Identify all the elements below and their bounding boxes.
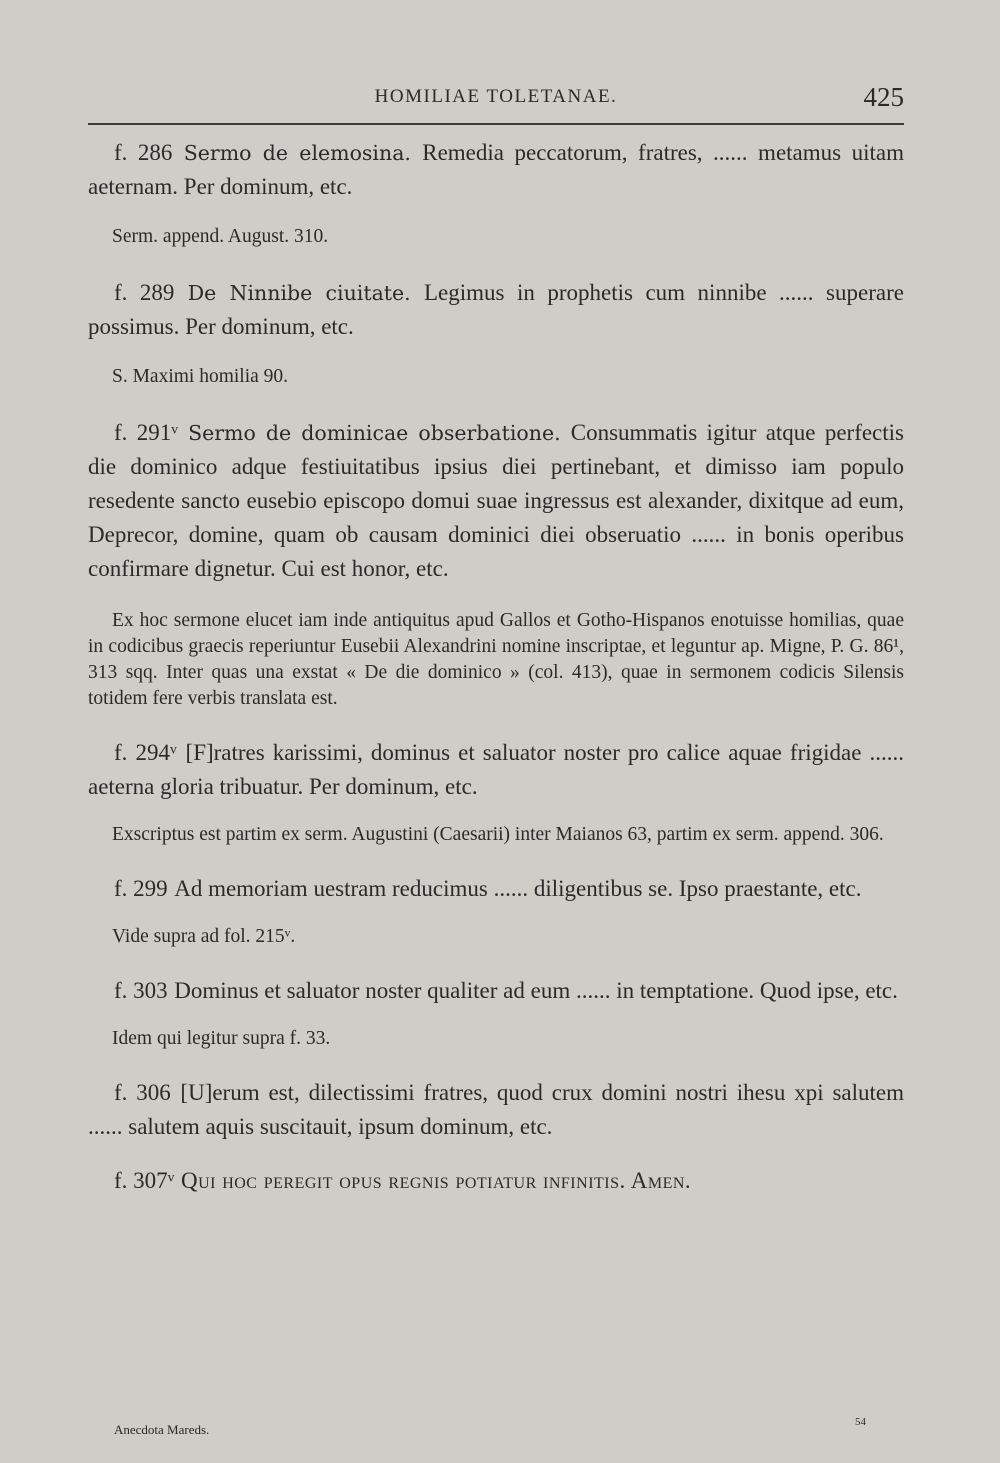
- entry-f306: [88, 1076, 904, 1144]
- entry-f291v: [88, 416, 904, 586]
- folio-number: f. 294ᵛ: [114, 740, 177, 765]
- colophon-text: Qui hoc peregit opus regnis potiatur infinitis. Amen.: [180, 1168, 692, 1193]
- entry-note: Ex hoc sermone elucet iam inde antiquitus apud Gallos et Gotho-Hispanos enotuisse homilias, quae in codicibus graecis reperiuntur Eusebii Alexandrini nomine inscriptae, et leguntur ap. Migne, P. G. 86¹, 313 sqq. Inter quas una exstat « De die dominico » (col. 413), quae in sermonem codicis Silensis totidem fere verbis translata est.: [88, 610, 904, 709]
- folio-number: f. 303: [114, 978, 168, 1003]
- entry-text: Legimus in prophetis cum ninnibe ...... superare possimus. Per dominum, etc.: [88, 280, 904, 339]
- entry-text: Ad memoriam uestram reducimus ...... diligentibus se. Ipso praestante, etc.: [174, 876, 862, 901]
- entry-f303: [88, 974, 904, 1008]
- folio-number: f. 299: [114, 876, 168, 901]
- entry-note: S. Maximi homilia 90.: [112, 366, 289, 387]
- page-number: 425: [863, 82, 904, 112]
- entry-title: Sermo de elemosina.: [183, 141, 411, 165]
- folio-number: f. 289: [114, 280, 175, 305]
- folio-number: f. 286: [114, 140, 173, 165]
- folio-number: f. 291ᵛ: [114, 420, 178, 445]
- entry-text: [U]erum est, dilectissimi fratres, quod crux domini nostri ihesu xpi salutem ...... salutem aquis suscitauit, ipsum dominum, etc.: [88, 1080, 904, 1139]
- folio-number: f. 307ᵛ: [114, 1168, 175, 1193]
- entry-title: Sermo de dominicae obserbatione.: [188, 421, 561, 445]
- entry-f307v: [88, 1164, 904, 1198]
- entry-text: Consummatis igitur atque perfectis die dominico adque festiuitatibus ipsius diei pertinebant, et dimisso iam populo resedente sancto eusebio episcopo domui suae ingressus est alexander, dixitque ad eum, Deprecor, domine, quam ob causam dominici diei obseruatio ...... in bonis operibus confirmare dignetur. Cui est honor, etc.: [88, 420, 904, 581]
- entry-note: Idem qui legitur supra f. 33.: [112, 1028, 331, 1049]
- entry-note: Vide supra ad fol. 215ᵛ.: [112, 926, 296, 947]
- entry-note: Serm. append. August. 310.: [112, 226, 329, 247]
- entry-text: [F]ratres karissimi, dominus et saluator noster pro calice aquae frigidae ...... aeterna gloria tribuatur. Per dominum, etc.: [88, 740, 904, 799]
- footer-signature: Anecdota Mareds.: [114, 1422, 210, 1437]
- page-body: [88, 136, 904, 1198]
- entry-text: Dominus et saluator noster qualiter ad eum ...... in temptatione. Quod ipse, etc.: [174, 978, 898, 1003]
- entry-note: Exscriptus est partim ex serm. Augustini (Caesarii) inter Maianos 63, partim ex serm. append. 306.: [112, 824, 884, 845]
- footer-gathering-number: 54: [855, 1416, 866, 1428]
- entry-text: Remedia peccatorum, fratres, ...... metamus uitam aeternam. Per dominum, etc.: [88, 140, 904, 199]
- entry-title: De Ninnibe ciuitate.: [187, 281, 411, 305]
- entry-f289: [88, 276, 904, 344]
- entry-f286: [88, 136, 904, 204]
- entry-f299: [88, 872, 904, 906]
- entry-f294v: [88, 736, 904, 804]
- running-title: HOMILIAE TOLETANAE.: [374, 86, 618, 107]
- folio-number: f. 306: [114, 1080, 171, 1105]
- page-header: [88, 82, 904, 122]
- header-rule: [88, 123, 904, 125]
